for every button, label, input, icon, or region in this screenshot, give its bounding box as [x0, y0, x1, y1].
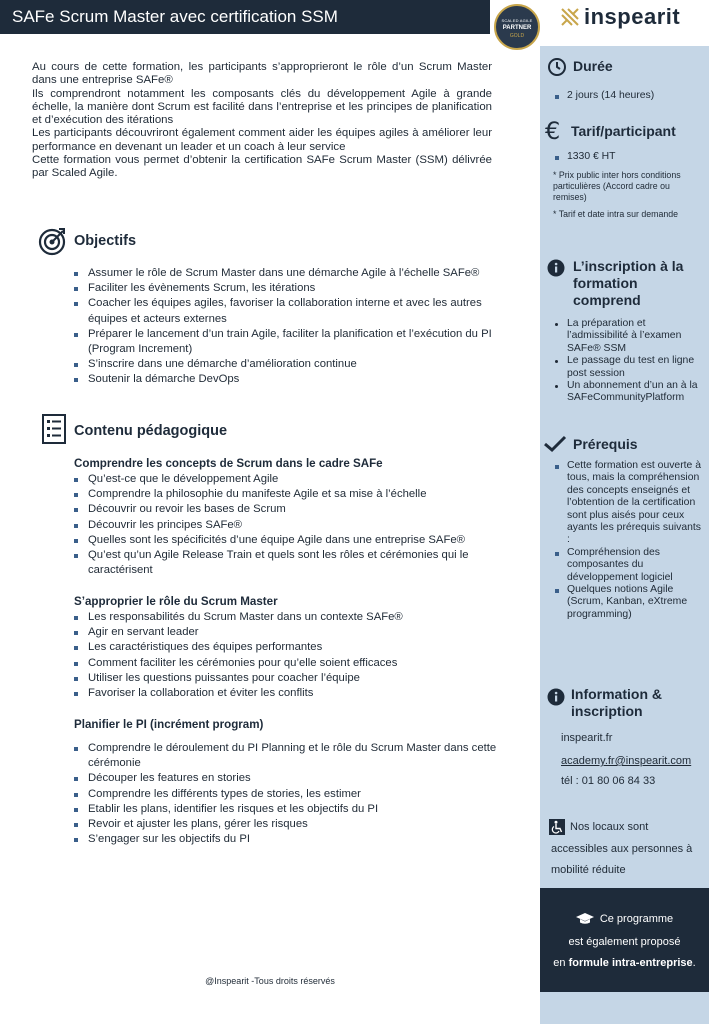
list-item: Découvrir ou revoir les bases de Scrum: [72, 502, 512, 517]
info-icon: [547, 688, 565, 706]
list-item: Découper les features en stories: [72, 771, 512, 786]
list-item: Les responsabilités du Scrum Master dans un contexte SAFe®: [72, 610, 512, 625]
section-list-2: [72, 610, 512, 701]
badge-line1: SCALED AGILE: [501, 18, 533, 23]
list-item: Qu’est-ce que le développement Agile: [72, 472, 512, 487]
prerequis-list: [553, 460, 703, 621]
prerequis-title: Prérequis: [573, 436, 638, 452]
logo-text: inspearit: [584, 4, 681, 29]
list-item: Coacher les équipes agiles, favoriser la collaboration interne et avec les autres équipes et acteurs externes: [72, 296, 512, 326]
tarif-list: [553, 151, 703, 163]
intro-p3: Les participants découvriront également comment aider les équipes agiles à améliorer leur performance en devenant un leader et un coach à leur service: [32, 127, 492, 153]
list-item: Les caractéristiques des équipes performantes: [72, 640, 512, 655]
list-item: Qu’est qu’un Agile Release Train et quels sont les rôles et cérémonies qui le caractérisent: [72, 548, 512, 578]
intra-line2: est également proposé: [568, 936, 681, 948]
email-link[interactable]: academy.fr@inspearit.com: [561, 755, 692, 767]
phone-number: tél : 01 80 06 84 33: [561, 775, 656, 787]
duree-title: Durée: [573, 58, 613, 74]
euro-icon: €: [545, 117, 561, 145]
list-item: Le passage du test en ligne post session: [553, 355, 703, 380]
list-item: Revoir et ajuster les plans, gérer les risques: [72, 817, 512, 832]
duree-list: [553, 90, 703, 102]
intra-box: [540, 888, 709, 992]
list-item: Assumer le rôle de Scrum Master dans une démarche Agile à l’échelle SAFe®: [72, 266, 512, 281]
contenu-title: Contenu pédagogique: [74, 423, 228, 439]
target-icon: [38, 226, 68, 256]
access-line2: accessibles aux personnes à: [551, 843, 693, 855]
intra-line3: [540, 957, 709, 969]
list-item: Etablir les plans, identifier les risques et les objectifs du PI: [72, 802, 512, 817]
list-item: Compréhension des composantes du développement logiciel: [553, 547, 703, 584]
list-item: Un abonnement d’un an à la SAFeCommunityPlatform: [553, 380, 703, 405]
objectifs-title: Objectifs: [74, 233, 137, 249]
website-link[interactable]: inspearit.fr: [561, 732, 613, 744]
access-line1: Nos locaux sont: [570, 821, 649, 833]
intro-text: [32, 61, 492, 181]
badge-line3: GOLD: [509, 33, 525, 39]
clock-icon: [547, 57, 567, 77]
intra-line3-prefix: en: [553, 957, 569, 969]
inscription-list: [553, 318, 703, 405]
section-title-3: Planifier le PI (incrément program): [74, 718, 264, 731]
list-item: 1330 € HT: [553, 151, 703, 163]
partner-badge: [494, 4, 540, 50]
page-title: SAFe Scrum Master avec certification SSM: [12, 7, 338, 26]
badge-line2: PARTNER: [502, 25, 532, 31]
list-item: Préparer le lancement d’un train Agile, faciliter la planification et l’exécution du PI (Program Increment): [72, 327, 512, 357]
tarif-note-2: * Tarif et date intra sur demande: [553, 209, 679, 219]
list-item: S’inscrire dans une démarche d’amélioration continue: [72, 357, 512, 372]
list-item: Utiliser les questions puissantes pour coacher l’équipe: [72, 671, 512, 686]
info-title: Information & inscription: [571, 686, 662, 719]
info-icon: [547, 259, 565, 277]
title-bar: [0, 0, 490, 34]
intra-line1: Ce programme: [599, 913, 674, 925]
list-item: S’engager sur les objectifs du PI: [72, 832, 512, 847]
list-item: La préparation et l’admissibilité à l’examen SAFe® SSM: [553, 318, 703, 355]
list-item: Comprendre les différents types de stories, les estimer: [72, 787, 512, 802]
section-title-2: S’approprier le rôle du Scrum Master: [74, 595, 278, 608]
inscription-title: L’inscription à la formation comprend: [573, 258, 684, 308]
list-item: Cette formation est ouverte à tous, mais la compréhension des concepts enseignés et l’obtention de la certification sont plus aisés pour ceux ayants les prérequis suivants :: [553, 460, 703, 547]
list-item: Comment faciliter les cérémonies pour qu’elle soient efficaces: [72, 656, 512, 671]
list-item: Agir en servant leader: [72, 625, 512, 640]
section-list-3: [72, 741, 512, 847]
list-item: Favoriser la collaboration et éviter les conflits: [72, 686, 512, 701]
checkmark-icon: [543, 435, 567, 453]
intro-p2: Ils comprendront notamment les composants clés du développement Agile à grande échelle, la manière dont Scrum est facilité dans l’entreprise et les principes de planification et d’exécution des itérations: [32, 87, 492, 127]
intro-p1: Au cours de cette formation, les participants s’approprieront le rôle d’un Scrum Master dans une entreprise SAFe®: [32, 61, 492, 87]
intra-formula: formule intra-entreprise: [568, 957, 693, 969]
intra-line3-suffix: .: [692, 957, 696, 969]
list-item: Comprendre la philosophie du manifeste Agile et sa mise à l’échelle: [72, 487, 512, 502]
list-item: Quelques notions Agile (Scrum, Kanban, eXtreme programming): [553, 584, 703, 621]
wheelchair-icon: [549, 819, 565, 835]
section-list-1: [72, 472, 512, 578]
list-item: Quelles sont les spécificités d’une équipe Agile dans une entreprise SAFe®: [72, 533, 512, 548]
section-title-1: Comprendre les concepts de Scrum dans le cadre SAFe: [74, 457, 383, 470]
list-item: Découvrir les principes SAFe®: [72, 518, 512, 533]
inspearit-logo: [560, 4, 680, 30]
tarif-title: Tarif/participant: [571, 123, 676, 139]
list-item: Soutenir la démarche DevOps: [72, 372, 512, 387]
list-item: Faciliter les évènements Scrum, les itérations: [72, 281, 512, 296]
intro-p4: Cette formation vous permet d’obtenir la certification SAFe Scrum Master (SSM) délivrée par Scaled Agile.: [32, 154, 492, 180]
list-item: Comprendre le déroulement du PI Planning et le rôle du Scrum Master dans cette cérémonie: [72, 741, 512, 771]
tarif-note-1: * Prix public inter hors conditions particulières (Accord cadre ou remises): [553, 170, 681, 202]
list-item: 2 jours (14 heures): [553, 90, 703, 102]
graduation-cap-icon: [576, 913, 594, 925]
checklist-icon: [42, 414, 66, 444]
objectifs-list: [72, 266, 512, 388]
logo-mark-icon: [560, 7, 580, 27]
footer-copyright: @Inspearit -Tous droits réservés: [205, 976, 335, 986]
access-line3: mobilité réduite: [551, 864, 626, 876]
